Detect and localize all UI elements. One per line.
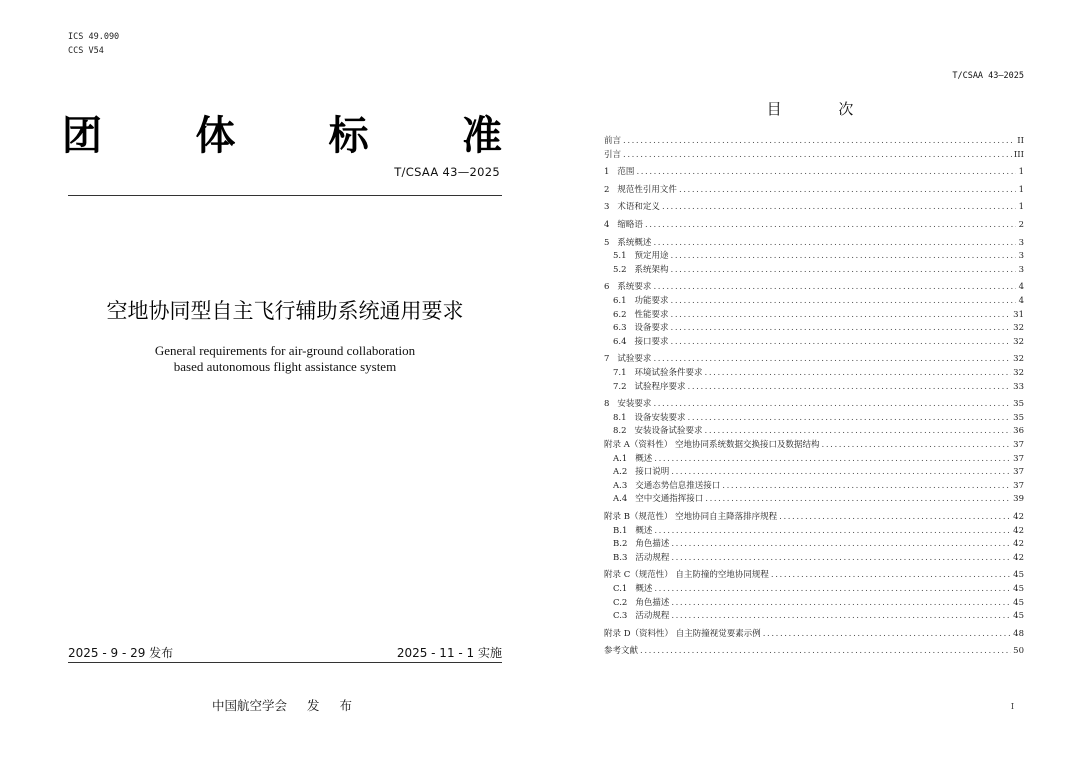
toc-entry[interactable] — [604, 596, 1024, 609]
toc-entry-page: 32 — [1013, 336, 1024, 347]
heading-char: 团 — [62, 113, 102, 159]
toc-entry-title: 角色描述 — [635, 597, 670, 608]
toc-entry-title: 系统概述 — [617, 237, 652, 248]
toc-entry-page: 1 — [1018, 202, 1024, 213]
toc-entry-title: 概述 — [635, 453, 653, 464]
running-header-number: T/CSAA 43—2025 — [952, 71, 1024, 81]
toc-entry-page: 50 — [1013, 646, 1024, 657]
toc-entry[interactable] — [604, 551, 1024, 564]
toc-leader-dots — [671, 337, 1012, 347]
toc-leader-dots — [722, 481, 1011, 491]
toc-entry-number: 8.2 — [613, 426, 627, 437]
toc-leader-dots — [688, 413, 1012, 423]
toc-entry-number: B.1 — [613, 525, 628, 536]
toc-entry-page: 3 — [1018, 264, 1024, 275]
toc-entry-page: 35 — [1013, 412, 1024, 423]
toc-leader-dots — [705, 426, 1012, 436]
divider-bottom — [68, 662, 502, 663]
toc-entry-title: 角色描述 — [635, 539, 670, 550]
toc-entry[interactable] — [604, 366, 1024, 379]
toc-entry-page: 32 — [1013, 368, 1024, 378]
heading-char: 准 — [461, 113, 502, 159]
toc-entry-number: 6.2 — [613, 309, 627, 320]
toc-entry-page: 42 — [1013, 525, 1024, 536]
toc-leader-dots — [671, 553, 1011, 563]
toc-leader-dots — [771, 570, 1011, 580]
toc-entry-title: 环境试验条件要求 — [634, 368, 703, 378]
toc-entry-title: 系统要求 — [617, 282, 652, 293]
toc-entry-title: 附录 A（资料性） 空地协同系统数据交换接口及数据结构 — [604, 440, 820, 450]
toc-entry[interactable] — [604, 165, 1024, 178]
toc-entry[interactable] — [604, 263, 1024, 276]
toc-leader-dots — [623, 150, 1012, 160]
toc-entry-page: 31 — [1013, 309, 1024, 320]
toc-leader-dots — [671, 296, 1016, 306]
toc-entry-number: 3 — [604, 202, 610, 213]
toc-leader-dots — [662, 202, 1016, 212]
toc-entry[interactable] — [604, 236, 1024, 249]
toc-entry-title: 安装设备试验要求 — [634, 426, 703, 437]
toc-entry-page: 42 — [1013, 539, 1024, 550]
toc-entry-page: II — [1017, 136, 1024, 146]
document-title-en-line2: based autonomous flight assistance system — [173, 359, 397, 374]
toc-leader-dots — [645, 220, 1016, 230]
toc-entry-page: 42 — [1013, 552, 1024, 563]
toc-entry-number: 5.1 — [613, 251, 627, 262]
toc-entry[interactable] — [604, 397, 1024, 410]
ccs-code: CCS V54 — [68, 46, 104, 56]
toc-entry-number: 7.1 — [613, 368, 627, 378]
toc-entry-page: 4 — [1018, 296, 1024, 306]
standard-type-heading — [62, 104, 502, 161]
standard-number: T/CSAA 43—2025 — [394, 165, 500, 179]
toc-leader-dots — [653, 354, 1011, 364]
toc-entry[interactable] — [604, 134, 1024, 147]
toc-entry-number: 6.4 — [613, 336, 627, 347]
document-title-cn: 空地协同型自主飞行辅助系统通用要求 — [106, 299, 464, 323]
toc-entry-number: 6.1 — [613, 296, 627, 306]
toc-entry-page: 45 — [1013, 597, 1024, 608]
toc-entry-title: 概述 — [635, 525, 653, 536]
toc-leader-dots — [653, 399, 1011, 409]
toc-entry-number: 7 — [604, 354, 610, 365]
toc-entry-title: 试验要求 — [617, 354, 652, 365]
toc-entry-page: 2 — [1018, 220, 1024, 230]
toc-leader-dots — [671, 539, 1011, 549]
toc-entry-page: 3 — [1018, 237, 1024, 248]
toc-entry-page: 37 — [1013, 453, 1024, 464]
toc-entry-number: A.4 — [613, 494, 628, 505]
toc-entry-number: C.3 — [613, 611, 628, 622]
toc-entry[interactable] — [604, 424, 1024, 437]
toc-entry-page: 33 — [1013, 381, 1024, 392]
toc-entry-title: 功能要求 — [634, 296, 669, 306]
toc-entry-title: 接口要求 — [634, 336, 669, 347]
heading-char: 体 — [195, 113, 236, 159]
toc-entry-title: 附录 C（规范性） 自主防撞的空地协同规程 — [604, 570, 769, 581]
toc-leader-dots — [671, 467, 1011, 477]
toc-entry-page: 39 — [1013, 494, 1024, 505]
toc-entry[interactable] — [604, 335, 1024, 348]
toc-entry[interactable] — [604, 537, 1024, 550]
toc-entry-page: 37 — [1013, 440, 1024, 450]
toc-entry-title: 设备安装要求 — [634, 412, 686, 423]
toc-leader-dots — [705, 494, 1011, 504]
toc-leader-dots — [671, 611, 1011, 621]
toc-leader-dots — [671, 598, 1011, 608]
toc-entry-page: 35 — [1013, 399, 1024, 410]
toc-leader-dots — [688, 382, 1012, 392]
toc-entry[interactable] — [604, 148, 1024, 161]
toc-entry-page: III — [1013, 149, 1024, 160]
toc-entry-title: 设备要求 — [634, 323, 669, 334]
toc-entry-page: 1 — [1018, 167, 1024, 178]
toc-entry-page: 37 — [1013, 480, 1024, 491]
toc-entry-number: 5 — [604, 237, 610, 248]
toc-entry[interactable] — [604, 479, 1024, 492]
ics-code: ICS 49.090 — [68, 32, 120, 42]
toc-entry-title: 活动规程 — [635, 611, 670, 622]
toc-entry[interactable] — [604, 308, 1024, 321]
toc-entry-title: 前言 — [604, 136, 622, 146]
toc-entry-page: 37 — [1013, 467, 1024, 478]
toc-entry-page: 3 — [1018, 251, 1024, 262]
heading-char: 标 — [328, 113, 369, 159]
toc-entry[interactable] — [604, 492, 1024, 505]
toc-leader-dots — [671, 251, 1016, 261]
toc-entry[interactable] — [604, 218, 1024, 231]
toc-entry-title: 试验程序要求 — [634, 381, 686, 392]
toc-entry-title: 术语和定义 — [617, 202, 660, 213]
toc-entry-number: 1 — [604, 167, 610, 178]
toc-entry-title: 预定用途 — [634, 251, 669, 262]
publish-date: 2025 - 9 - 29 发布 — [68, 646, 174, 660]
toc-entry[interactable] — [604, 200, 1024, 213]
toc-entry[interactable] — [604, 452, 1024, 465]
toc-leader-dots — [671, 265, 1016, 275]
toc-entry[interactable] — [604, 510, 1024, 523]
toc-leader-dots — [671, 310, 1012, 320]
toc-entry[interactable] — [604, 644, 1024, 657]
toc-entry[interactable] — [604, 249, 1024, 262]
toc-entry-number: 7.2 — [613, 381, 627, 392]
toc-title: 目 次 — [766, 100, 880, 118]
toc-entry-title: 系统架构 — [634, 264, 669, 275]
toc-entry-number: C.1 — [613, 584, 628, 594]
toc-entry-page: 32 — [1013, 354, 1024, 365]
toc-entry-title: 引言 — [604, 149, 622, 160]
toc-entry-number: 6.3 — [613, 323, 627, 334]
toc-entry-number: A.1 — [613, 453, 628, 464]
toc-entry-title: 概述 — [635, 584, 653, 594]
toc-page — [540, 0, 1080, 767]
toc-leader-dots — [654, 526, 1011, 536]
toc-entry-page: 36 — [1013, 426, 1024, 437]
toc-leader-dots — [654, 584, 1011, 594]
divider-top — [68, 195, 502, 196]
toc-entry-title: 附录 B（规范性） 空地协同自主降落排序规程 — [604, 512, 778, 522]
toc-entry[interactable] — [604, 582, 1024, 595]
document-title-en-line1: General requirements for air-ground collaboration — [154, 343, 416, 358]
toc-leader-dots — [705, 368, 1012, 378]
toc-entry-title: 性能要求 — [634, 309, 669, 320]
toc-entry[interactable] — [604, 321, 1024, 334]
toc-entry[interactable] — [604, 524, 1024, 537]
toc-leader-dots — [679, 185, 1016, 195]
toc-entry[interactable] — [604, 411, 1024, 424]
toc-entry[interactable] — [604, 380, 1024, 393]
toc-entry-page: 48 — [1013, 628, 1024, 639]
toc-leader-dots — [653, 238, 1016, 248]
toc-entry[interactable] — [604, 183, 1024, 196]
toc-entry-number: A.3 — [613, 480, 628, 491]
toc-entry-number: 2 — [604, 184, 610, 195]
toc-entry-title: 附录 D（资料性） 自主防撞视觉要素示例 — [604, 628, 761, 639]
publisher: 中国航空学会 发 布 — [212, 698, 352, 713]
toc-entry[interactable] — [604, 568, 1024, 581]
toc-entry-number: A.2 — [613, 467, 628, 478]
toc-entry-title: 接口说明 — [635, 467, 670, 478]
toc-leader-dots — [623, 136, 1015, 146]
toc-entry[interactable] — [604, 294, 1024, 307]
toc-entry-number: 4 — [604, 220, 610, 230]
toc-leader-dots — [822, 440, 1012, 450]
toc-entry-title: 交通态势信息推送接口 — [635, 480, 721, 491]
toc-entry-title: 范围 — [617, 167, 635, 178]
toc-entry[interactable] — [604, 280, 1024, 293]
toc-entry-title: 规范性引用文件 — [617, 184, 677, 195]
toc-entry[interactable] — [604, 352, 1024, 365]
toc-leader-dots — [653, 282, 1016, 292]
toc-entry-number: B.2 — [613, 539, 628, 550]
toc-entry-number: 8.1 — [613, 412, 627, 423]
toc-entry-number: 6 — [604, 282, 610, 293]
toc-entry-page: 4 — [1018, 282, 1024, 293]
toc-entry-number: B.3 — [613, 552, 628, 563]
toc-entry[interactable] — [604, 627, 1024, 640]
toc-entry-title: 活动规程 — [635, 552, 670, 563]
toc-entry-title: 参考文献 — [604, 646, 639, 657]
toc-entry-title: 安装要求 — [617, 399, 652, 410]
toc-leader-dots — [636, 167, 1016, 177]
toc-leader-dots — [763, 629, 1011, 639]
toc-leader-dots — [671, 323, 1012, 333]
toc-entry-page: 1 — [1018, 184, 1024, 195]
toc-entry[interactable] — [604, 609, 1024, 622]
implement-date: 2025 - 11 - 1 实施 — [396, 646, 502, 660]
toc-entry-page: 45 — [1013, 570, 1024, 581]
toc-entry-page: 42 — [1013, 512, 1024, 522]
toc-entry-page: 45 — [1013, 611, 1024, 622]
toc-leader-dots — [654, 454, 1011, 464]
toc-entry-number: 5.2 — [613, 264, 627, 275]
toc-entry-title: 空中交通指挥接口 — [635, 494, 704, 505]
page-folio: I — [1010, 702, 1014, 711]
toc-entry-number: C.2 — [613, 597, 628, 608]
toc-entry-page: 32 — [1013, 323, 1024, 334]
toc-entry-page: 45 — [1013, 584, 1024, 594]
toc-leader-dots — [779, 512, 1011, 522]
toc-leader-dots — [640, 646, 1011, 656]
toc-entry-number: 8 — [604, 399, 610, 410]
toc-entry-title: 缩略语 — [617, 220, 643, 230]
toc-entry[interactable] — [604, 438, 1024, 451]
toc-entry[interactable] — [604, 465, 1024, 478]
